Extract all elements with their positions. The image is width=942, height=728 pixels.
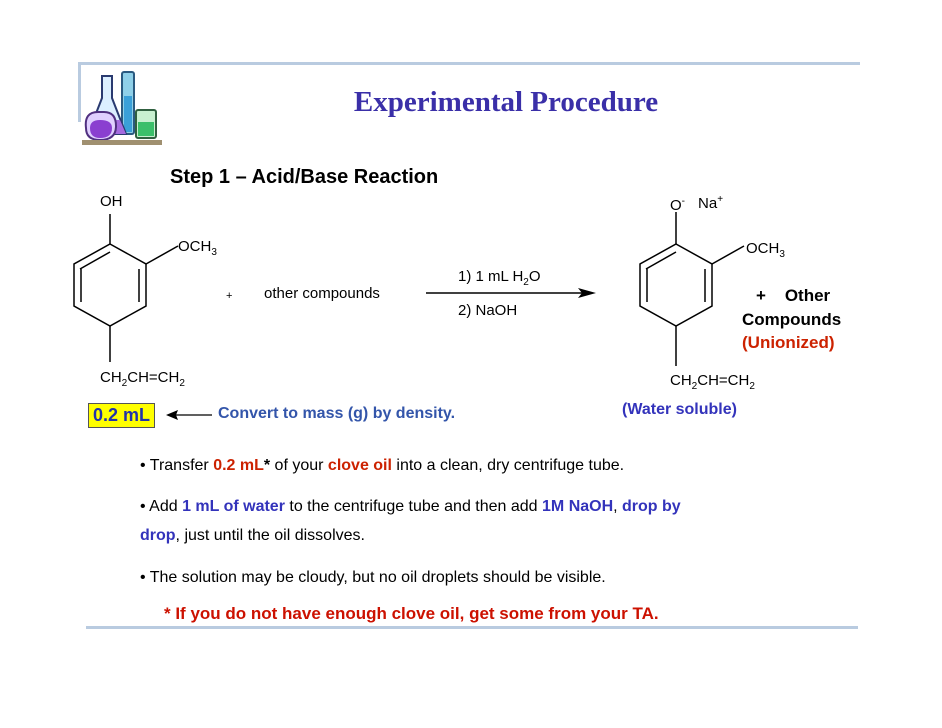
other-compounds-label: other compounds	[264, 285, 380, 302]
convert-note: Convert to mass (g) by density.	[218, 405, 456, 422]
product-chain: $CH_2CH=CH_2$	[670, 372, 755, 392]
compounds-label: Compounds	[742, 310, 842, 329]
unionized-label: (Unionized)	[742, 333, 835, 352]
water-soluble-label: (Water soluble)	[622, 401, 737, 418]
clove-oil-note: * If you do not have enough clove oil, get some from your TA.	[164, 604, 659, 623]
bottom-rule	[86, 626, 858, 629]
step-heading: Step 1 – Acid/Base Reaction	[170, 166, 439, 188]
product-structure	[636, 212, 756, 368]
bullet-add-water: • Add 1 mL of water to the centrifuge tube and then add 1M NaOH, drop by drop, just until the oil dissolves.	[140, 498, 681, 544]
product-och3: $OCH_3$	[746, 240, 785, 260]
reactant-och3: $OCH_3$	[178, 238, 217, 258]
bullet-cloudy: • The solution may be cloudy, but no oil droplets should be visible.	[140, 569, 606, 586]
bullet-transfer: • Transfer 0.2 mL* of your clove oil into a clean, dry centrifuge tube.	[140, 457, 625, 474]
volume-highlight: 0.2 mL	[88, 403, 155, 428]
reactant-chain: $CH_2CH=CH_2$	[100, 369, 185, 389]
reactant-oh: OH	[100, 193, 123, 210]
reaction-arrow	[426, 287, 598, 299]
top-rule	[78, 62, 860, 65]
page-title: Experimental Procedure	[353, 86, 659, 118]
product-na-plus: Na+	[698, 194, 724, 212]
plus-other-label: + Other	[756, 286, 831, 305]
plus-sign-small: +	[226, 290, 233, 302]
condition-line1: 1) 1 mL $H_2O$	[458, 268, 541, 288]
convert-arrow	[166, 408, 212, 422]
reactant-structure	[70, 214, 190, 364]
condition-line2: 2) NaOH	[458, 302, 518, 319]
product-o-minus: O-	[670, 196, 686, 214]
